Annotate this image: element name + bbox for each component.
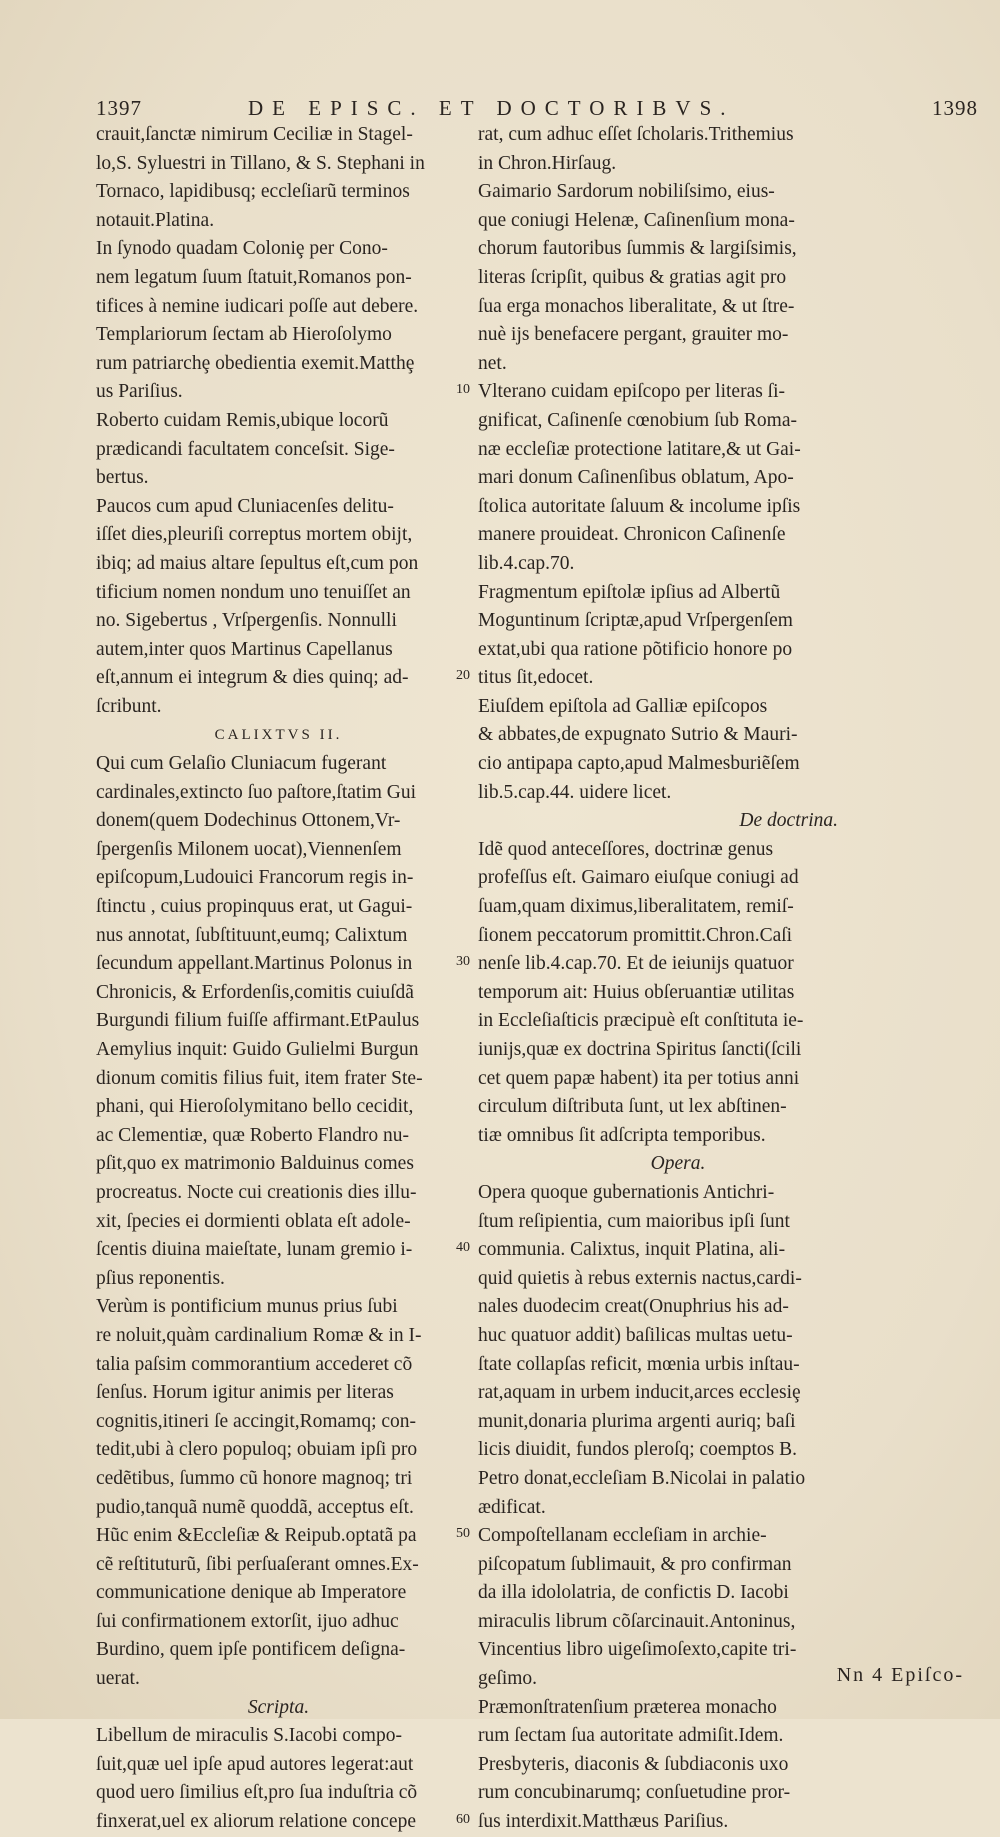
text-line: licis diuidit, fundos pleroſq; coemptos B.: [478, 1439, 798, 1461]
text-line: & abbates,de expugnato Sutrio & Mauri-: [478, 724, 798, 746]
text-line: uerat.: [96, 1668, 140, 1690]
text-line: Vincentius libro uigeſimoſexto,capite tri-: [478, 1639, 797, 1661]
text-line: munit,donaria plurima argenti auriq; baſi: [478, 1410, 796, 1432]
text-line: Roberto cuidam Remis,ubique locorũ: [96, 409, 389, 431]
text-line: temporum ait: Huius obſeruantiæ utilitas: [478, 981, 795, 1003]
text-line: piſcopatum ſublimauit, & pro confirman: [478, 1553, 792, 1575]
text-line: crauit,ſanctæ nimirum Ceciliæ in Stagel-: [96, 124, 413, 145]
text-line: rum concubinarumq; conſuetudine pror-: [478, 1782, 791, 1804]
text-line: tiæ omnibus ſit adſcripta temporibus.: [478, 1124, 766, 1146]
text-line: autem,inter quos Martinus Capellanus: [96, 638, 393, 660]
text-line: talia paſsim commorantium accederet cõ: [96, 1353, 413, 1375]
text-line: cẽ reſtituturũ, ſibi perſuaſerant omnes.Ex-: [96, 1553, 419, 1575]
text-line: Opera quoque gubernationis Antichri-: [478, 1181, 775, 1203]
text-line: Idẽ quod anteceſſores, doctrinæ genus: [478, 838, 774, 860]
text-line: ſui confirmationem extorſit, ijuo adhuc: [96, 1610, 399, 1632]
text-line: ſpergenſis Milonem uocat),Viennenſem: [96, 838, 402, 860]
text-line: cet quem papæ habent) ita per totius anni: [478, 1067, 800, 1089]
text-line: Hũc enim &Eccleſiæ & Reipub.optatã pa: [96, 1525, 417, 1547]
text-line: cognitis,itineri ſe accingit,Romamq; con-: [96, 1410, 417, 1432]
text-line: In ſynodo quadam Coloniȩ per Cono-: [96, 238, 388, 260]
text-line: Gaimario Sardorum nobiliſsimo, eius-: [478, 181, 775, 203]
text-line: ac Clementiæ, quæ Roberto Flandro nu-: [96, 1124, 410, 1146]
text-line: que coniugi Helenæ, Caſinenſium mona-: [478, 209, 795, 231]
line-number: 30: [456, 954, 470, 970]
text-line: cardinales,extincto ſuo paſtore,ſtatim Gui: [96, 781, 417, 803]
text-line: literas ſcripſit, quibus & gratias agit pro: [478, 266, 787, 288]
text-line: ſuit,quæ uel ipſe apud autores legerat:aut: [96, 1753, 414, 1775]
text-line: in Chron.Hirſaug.: [478, 152, 617, 174]
running-title: DE EPISC. ET DOCTORIBVS.: [248, 96, 735, 120]
text-line: notauit.Platina.: [96, 209, 215, 231]
line-number: 10: [456, 382, 470, 398]
line-number: 40: [456, 1240, 470, 1256]
text-line: rum ſectam ſua autoritate admiſit.Idem.: [478, 1725, 784, 1747]
running-head: [96, 96, 978, 122]
text-line: extat,ubi qua ratione põtificio honore po: [478, 638, 793, 660]
text-line: procreatus. Nocte cui creationis dies illu-: [96, 1181, 417, 1203]
text-line: prædicandi facultatem conceſsit. Sige-: [96, 438, 395, 460]
text-line: næ eccleſiæ protectione latitare,& ut Gai-: [478, 438, 801, 460]
text-line: lib.4.cap.70.: [478, 552, 575, 574]
text-line: circulum diſtributa ſunt, ut lex abſtinen-: [478, 1096, 787, 1118]
text-line: ſus interdixit.Matthæus Pariſius.: [478, 1811, 729, 1833]
text-line: pſit,quo ex matrimonio Balduinus comes: [96, 1153, 414, 1175]
text-line: Templariorum ſectam ab Hieroſolymo: [96, 324, 392, 346]
text-line: net.: [478, 352, 507, 374]
text-line: re noluit,quàm cardinalium Romæ & in I-: [96, 1324, 422, 1346]
text-line: cio antipapa capto,apud Malmesburiẽſem: [478, 753, 800, 775]
text-line: tificium nomen nondum uno tenuiſſet an: [96, 581, 411, 603]
text-line: Aemylius inquit: Guido Gulielmi Burgun: [96, 1039, 419, 1060]
text-line: donem(quem Dodechinus Ottonem,Vr-: [96, 810, 401, 832]
text-line: mari donum Caſinenſibus oblatum, Apo-: [478, 467, 794, 489]
text-line: pſius reponentis.: [96, 1267, 225, 1289]
text-line: ſua erga monachos liberalitate, & ut ſtre-: [478, 295, 795, 317]
left-column: [96, 121, 461, 1837]
text-line: nem legatum ſuum ſtatuit,Romanos pon-: [96, 266, 412, 288]
text-line: Presbyteris, diaconis & ſubdiaconis uxo: [478, 1753, 789, 1775]
text-line: Tornaco, lapidibusq; eccleſiarũ terminos: [96, 181, 410, 203]
text-line: Paucos cum apud Cluniacenſes delitu-: [96, 495, 394, 517]
text-line: Opera.: [650, 1153, 706, 1175]
text-line: ſuam,quam diximus,liberalitatem, remiſ-: [478, 896, 794, 918]
text-line: Verùm is pontificium munus prius ſubi: [96, 1296, 398, 1318]
text-line: De doctrina.: [739, 810, 838, 832]
text-line: communia. Calixtus, inquit Platina, ali-: [478, 1239, 786, 1261]
text-line: us Pariſius.: [96, 381, 183, 403]
text-line: Petro donat,eccleſiam B.Nicolai in palatio: [478, 1467, 806, 1489]
text-line: ædificat.: [478, 1496, 546, 1518]
text-line: tifices à nemine iudicari poſſe aut debere.: [96, 295, 419, 317]
text-line: epiſcopum,Ludouici Francorum regis in-: [96, 867, 414, 889]
text-line: CALIXTVS II.: [214, 727, 343, 744]
text-line: iſſet dies,pleuriſi correptus mortem obijt,: [96, 524, 413, 546]
text-line: Qui cum Gelaſio Cluniacum fugerant: [96, 753, 387, 775]
text-line: xit, ſpecies ei dormienti oblata eſt adole-: [96, 1210, 411, 1232]
text-line: Libellum de miraculis S.Iacobi compo-: [96, 1725, 402, 1747]
text-line: ſecundum appellant.Martinus Polonus in: [96, 953, 413, 975]
text-line: miraculis librum cõſarcinauit.Antoninus,: [478, 1610, 796, 1632]
text-line: Præmonſtratenſium præterea monacho: [478, 1696, 777, 1718]
text-line: huc quatuor addit) baſilicas multas uetu-: [478, 1324, 793, 1346]
text-line: no. Sigebertus , Vrſpergenſis. Nonnulli: [96, 610, 397, 632]
text-line: nales duodecim creat(Onuphrius his ad-: [478, 1296, 789, 1318]
text-line: Vlterano cuidam epiſcopo per literas ſi-: [478, 381, 786, 403]
text-line: titus ſit,edocet.: [478, 667, 594, 689]
text-line: gnificat, Caſinenſe cœnobium ſub Roma-: [478, 409, 797, 431]
text-line: da illa idololatria, de confictis D. Iacobi: [478, 1582, 789, 1604]
text-line: ſtolica autoritate ſaluum & incolume ipſis: [478, 495, 801, 517]
text-line: quod uero ſimilius eſt,pro ſua induſtria cõ: [96, 1782, 418, 1804]
text-line: Scripta.: [247, 1696, 310, 1718]
text-line: rat,aquam in urbem inducit,arces ecclesiȩ: [478, 1382, 801, 1404]
right-column: [478, 121, 878, 1837]
text-line: Eiuſdem epiſtola ad Galliæ epiſcopos: [478, 695, 768, 717]
text-line: in Eccleſiaſticis præcipuè eſt conſtituta ie-: [478, 1010, 804, 1032]
text-line: nus annotat, ſubſtituunt,eumq; Calixtum: [96, 924, 408, 946]
line-number: 50: [456, 1526, 470, 1542]
text-line: ſtate collapſas reficit, mœnia urbis inſtau-: [478, 1353, 800, 1375]
text-line: geſimo.: [478, 1668, 538, 1690]
text-line: tedit,ubi à clero populoq; obuiam ipſi pro: [96, 1439, 418, 1461]
text-line: iunijs,quæ ex doctrina Spiritus ſancti(ſcili: [478, 1039, 802, 1060]
catchword: Nn 4 Epiſco-: [836, 1664, 964, 1686]
text-line: ſcentis diuina maieſtate, lunam gremio i-: [96, 1239, 413, 1261]
text-line: bertus.: [96, 467, 149, 489]
text-line: ſtinctu , cuius propinquus erat, ut Gagui-: [96, 896, 413, 918]
text-line: nenſe lib.4.cap.70. Et de ieiunijs quatuor: [478, 953, 794, 975]
text-line: Burdino, quem ipſe pontificem deſigna-: [96, 1639, 406, 1661]
text-line: rum patriarchȩ obedientia exemit.Matthȩ: [96, 352, 415, 374]
text-line: communicatione denique ab Imperatore: [96, 1582, 407, 1604]
text-line: eſt,annum ei integrum & dies quinq; ad-: [96, 667, 409, 689]
folio-right: 1398: [932, 96, 978, 120]
text-line: rat, cum adhuc eſſet ſcholaris.Trithemius: [478, 124, 794, 145]
text-line: ibiq; ad maius altare ſepultus eſt,cum pon: [96, 552, 419, 574]
text-line: lib.5.cap.44. uidere licet.: [478, 781, 672, 803]
line-number: 20: [456, 668, 470, 684]
text-line: ſenſus. Horum igitur animis per literas: [96, 1382, 394, 1404]
text-line: quid quietis à rebus externis nactus,cardi-: [478, 1267, 802, 1289]
line-number: 60: [456, 1812, 470, 1828]
text-line: ſcribunt.: [96, 695, 162, 717]
text-line: nuè ijs benefacere pergant, grauiter mo-: [478, 324, 789, 346]
text-line: Burgundi filium fuiſſe affirmant.EtPaulus: [96, 1010, 420, 1032]
text-line: Moguntinum ſcriptæ,apud Vrſpergenſem: [478, 610, 793, 632]
text-line: chorum fautoribus ſummis & largiſsimis,: [478, 238, 797, 260]
folio-left: 1397: [96, 96, 142, 120]
text-line: dionum comitis filius fuit, item frater Ste-: [96, 1067, 423, 1089]
text-line: Compoſtellanam eccleſiam in archie-: [478, 1525, 767, 1547]
text-line: lo,S. Syluestri in Tillano, & S. Stephani in: [96, 152, 425, 174]
text-line: profeſſus eſt. Gaimaro eiuſque coniugi ad: [478, 867, 799, 889]
text-line: Fragmentum epiſtolæ ipſius ad Albertũ: [478, 581, 781, 603]
text-line: manere prouideat. Chronicon Caſinenſe: [478, 524, 786, 546]
text-line: cedẽtibus, ſummo cũ honore magnoq; tri: [96, 1467, 413, 1489]
text-line: pudio,tanquã numẽ quoddã, acceptus eſt.: [96, 1496, 414, 1518]
text-line: ſionem peccatorum promittit.Chron.Caſi: [478, 924, 793, 946]
text-line: finxerat,uel ex aliorum relatione concepe: [96, 1811, 416, 1833]
text-line: phani, qui Hieroſolymitano bello cecidit,: [96, 1096, 414, 1118]
text-line: Chronicis, & Erfordenſis,comitis cuiuſdã: [96, 981, 414, 1003]
text-line: ſtum reſipientia, cum maioribus ipſi ſunt: [478, 1210, 790, 1232]
